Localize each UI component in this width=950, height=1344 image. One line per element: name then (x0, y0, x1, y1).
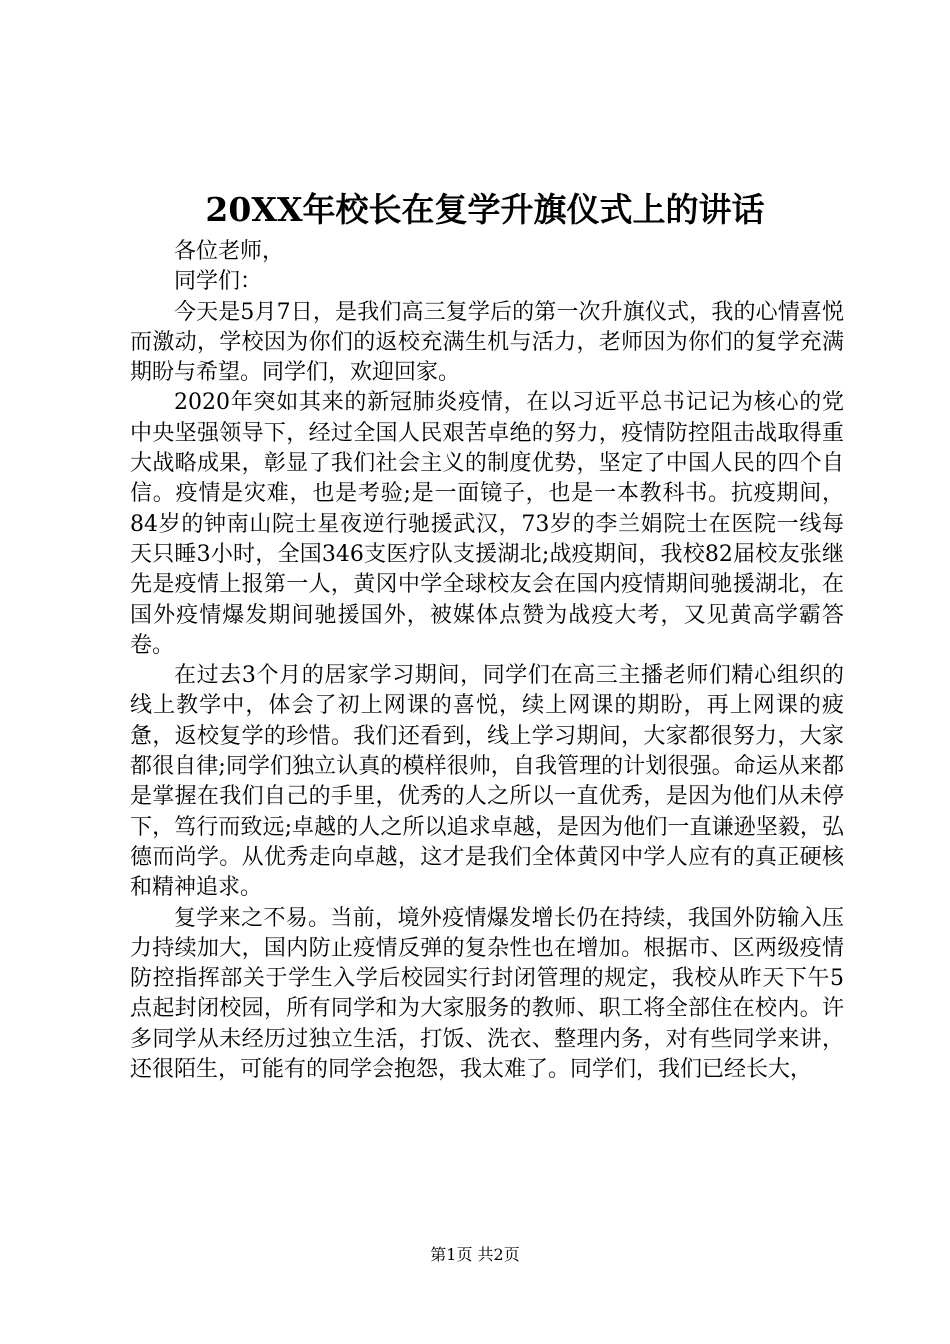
body-paragraph: 复学来之不易。当前，境外疫情爆发增长仍在持续，我国外防输入压力持续加大，国内防止疫情反弹的复杂性也在增加。根据市、区两级疫情防控指挥部关于学生入学后校园实行封闭管理的规定，我校从昨天下午5点起封闭校园，所有同学和为大家服务的教师、职工将全部住在校内。许多同学从未经历过独立生活，打饭、洗衣、整理内务，对有些同学来讲，还很陌生，可能有的同学会抱怨，我太难了。同学们，我们已经长大， (130, 905, 844, 1083)
salutation-teachers: 各位老师， (174, 239, 285, 264)
salutation-students: 同学们： (174, 269, 263, 295)
body-paragraph: 2020年突如其来的新冠肺炎疫情，在以习近平总书记记为核心的党中央坚强领导下，经过全国人民艰苦卓绝的努力，疫情防控阻击战取得重大战略成果，彰显了我们社会主义的制度优势，坚定了中国人民的四个自信。疫情是灾难，也是考验;是一面镜子，也是一本教科书。抗疫期间，84岁的钟南山院士星夜逆行驰援武汉，73岁的李兰娟院士在医院一线每天只睡3小时，全国346支医疗队支援湖北;战疫期间，我校82届校友张继先是疫情上报第一人，黄冈中学全球校友会在国内疫情期间驰援湖北，在国外疫情爆发期间驰援国外，被媒体点赞为战疫大考，又见黄高学霸答卷。 (130, 390, 844, 658)
body-paragraph: 在过去3个月的居家学习期间，同学们在高三主播老师们精心组织的线上教学中，体会了初上网课的喜悦，续上网课的期盼，再上网课的疲惫，返校复学的珍惜。我们还看到，线上学习期间，大家都很努力，大家都很自律;同学们独立认真的模样很帅，自我管理的计划很强。命运从来都是掌握在我们自己的手里，优秀的人之所以一直优秀，是因为他们从未停下，笃行而致远;卓越的人之所以追求卓越，是因为他们一直谦逊坚毅，弘德而尚学。从优秀走向卓越，这才是我们全体黄冈中学人应有的真正硬核和精神追求。 (130, 663, 844, 901)
document-title: 20XX年校长在复学升旗仪式上的讲话 (205, 190, 765, 229)
document-body (130, 237, 844, 1085)
page-number: 第1页 共2页 (430, 1245, 520, 1264)
body-paragraph: 今天是5月7日，是我们高三复学后的第一次升旗仪式，我的心情喜悦而激动，学校因为你们的返校充满生机与活力，老师因为你们的复学充满期盼与希望。同学们，欢迎回家。 (130, 299, 844, 386)
